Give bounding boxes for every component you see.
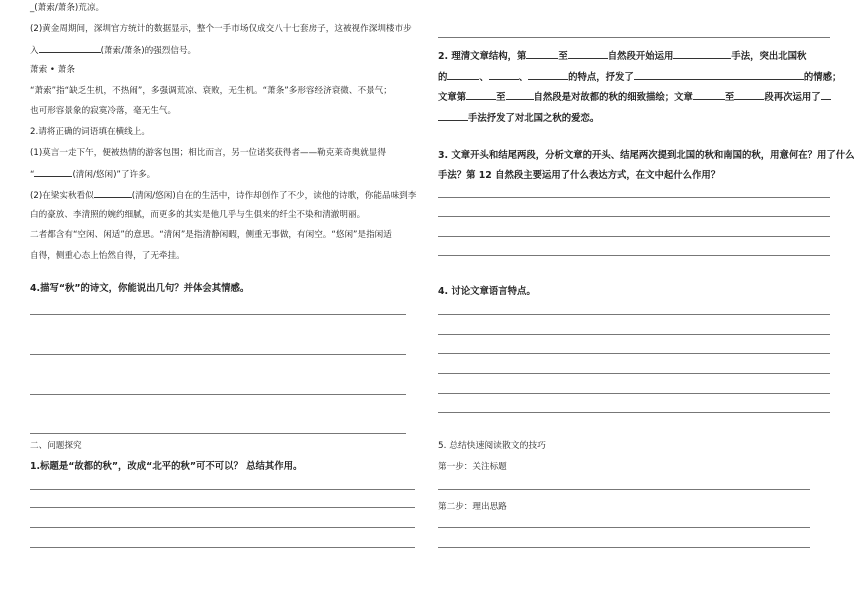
step-1-label: 第一步：关注标题 [438,462,507,472]
blank-input[interactable] [438,112,468,121]
blank-input[interactable] [634,71,804,80]
answer-line[interactable] [438,353,830,354]
answer-line[interactable] [438,334,830,335]
blank-input[interactable] [466,91,496,100]
answer-line[interactable] [438,197,830,198]
explanation-line: 自得，侧重心态上怡然自得，了无牵挂。 [30,251,185,261]
sentence-2-cont: 入 (萧索/萧条)的强烈信号。 [30,46,197,56]
answer-line[interactable] [30,527,415,528]
explanation-line: 也可形容景象的寂寞冷落，毫无生气。 [30,106,177,116]
blank-input[interactable] [39,44,101,53]
question-3-line: 3. 文章开头和结尾两段，分析文章的开头、结尾两次提到北国的秋和南国的秋，用意何在？用了什么 [438,150,855,161]
question-1-title: 1.标题是“故都的秋”，改成“北平的秋”可不可以？ 总结其作用。 [30,461,303,472]
question-2-line: 2. 理清文章结构，第 至 自然段开始运用 手法，突出北国秋 [438,51,807,62]
blank-input[interactable] [34,168,72,177]
answer-line[interactable] [438,412,830,413]
answer-line[interactable] [438,527,810,528]
blank-input[interactable] [693,91,725,100]
answer-line[interactable] [30,507,415,508]
question-2-line: 文章第 至 自然段是对故都的秋的细致描绘；文章 至 段再次运用了 [438,91,831,103]
blank-input[interactable] [94,189,132,198]
answer-line[interactable] [30,489,415,490]
blank-input[interactable] [528,71,568,80]
answer-line[interactable] [30,394,406,395]
answer-line[interactable] [438,37,830,38]
answer-line[interactable] [30,433,406,434]
answer-line[interactable] [438,547,810,548]
answer-line[interactable] [30,354,406,355]
blank-input[interactable] [506,91,534,100]
exercise-sentence: (1)莫言一走下午，便被热情的游客包围；相比而言，另一位诺奖获得者——勒克莱奇奥就显得 [30,148,386,158]
option-line: _(萧索/萧条)荒凉。 [30,3,105,13]
blank-input[interactable] [734,91,764,100]
exercise-title: 2.请将正确的词语填在横线上。 [30,127,150,137]
sentence-2: (2)黄金周期间，深圳官方统计的数据显示，整个一手市场仅成交八十七套房子，这被视作深圳楼市步 [30,24,412,34]
section-heading: 二、问题探究 [30,441,82,451]
exercise-sentence: (2)在梁实秋看似 (清闲/悠闲)自在的生活中，诗作却创作了不少，读他的诗歌，你能品味到李 [30,191,417,201]
answer-line[interactable] [438,236,830,237]
answer-line[interactable] [438,216,830,217]
word-pair-heading: 萧索 • 萧条 [30,65,75,75]
answer-line[interactable] [30,547,415,548]
exercise-sentence: “ (清闲/悠闲)”了许多。 [30,170,156,180]
blank-input[interactable] [489,71,519,80]
blank-input[interactable] [821,91,831,100]
blank-input[interactable] [568,50,608,59]
answer-line[interactable] [438,489,810,490]
question-3-line: 手法？第 12 自然段主要运用了什么表达方式，在文中起什么作用？ [438,170,721,181]
answer-line[interactable] [438,255,830,256]
blank-input[interactable] [526,50,558,59]
question-2-line: 手法抒发了对北国之秋的爱恋。 [438,112,599,124]
step-2-label: 第二步：理出思路 [438,502,507,512]
answer-line[interactable] [438,393,830,394]
blank-input[interactable] [447,71,479,80]
question-4-poems: 4.描写“秋”的诗文，你能说出几句？并体会其情感。 [30,283,250,294]
answer-line[interactable] [30,314,406,315]
answer-line[interactable] [438,314,830,315]
exercise-sentence: 白的豪放、李清照的婉约细腻，而更多的其实是他几乎与生俱来的纤尘不染和清澈明丽。 [30,210,366,220]
question-5-title: 5. 总结快速阅读散文的技巧 [438,441,546,451]
explanation-line: “萧索”指“缺乏生机，不热闹”，多强调荒凉、衰败，无生机。“萧条”多形容经济衰微、不景气； [30,86,392,96]
blank-input[interactable] [673,50,731,59]
explanation-line: 二者都含有“空闲、闲适”的意思。“清闲”是指清静闲暇，侧重无事做，有闲空。“悠闲”是指闲适 [30,230,392,240]
question-2-line: 的 、 、 的特点，抒发了 的情感； [438,72,842,83]
question-4-language: 4. 讨论文章语言特点。 [438,286,536,297]
answer-line[interactable] [438,373,830,374]
